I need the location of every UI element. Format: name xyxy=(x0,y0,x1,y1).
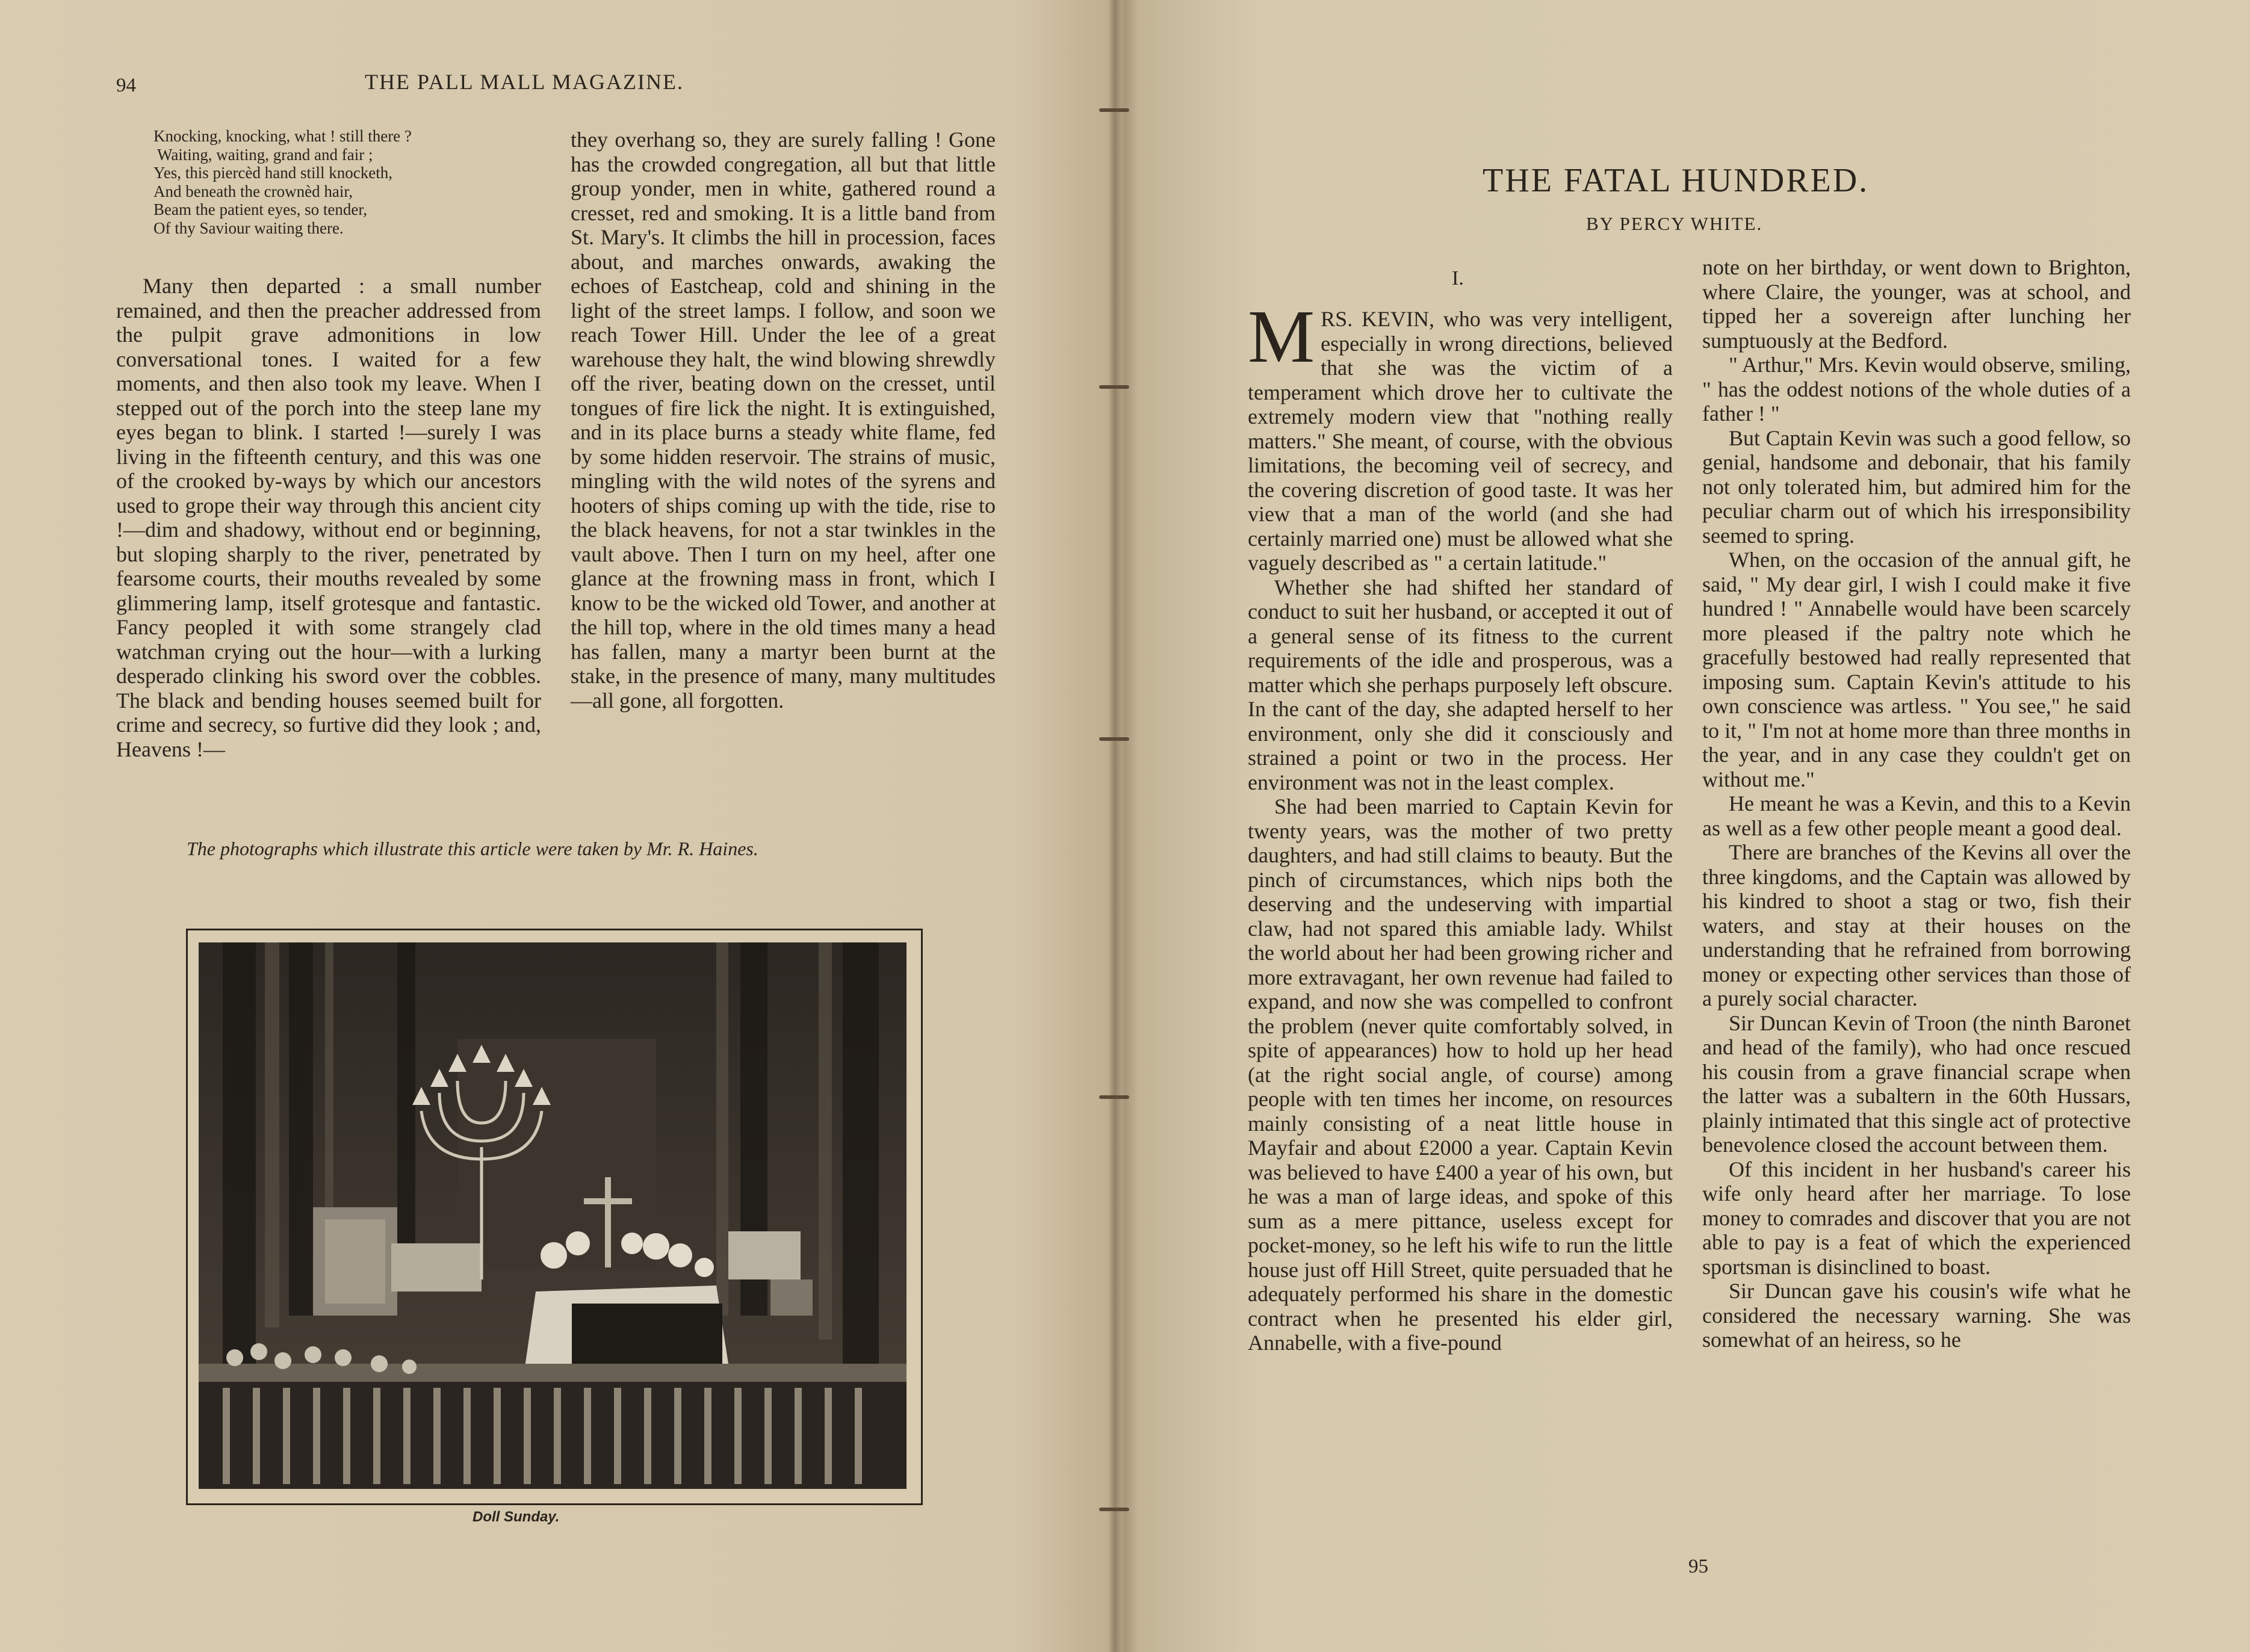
poem-line: Waiting, waiting, grand and fair ; xyxy=(157,145,373,164)
paragraph: Of this incident in her husband's career his wife only heard after her marriage. To lose money to comrades and discover that you are not able to pay is a feat of which the experienced sportsman is disinclined to boast. xyxy=(1702,1157,2131,1279)
binding-stitch xyxy=(1099,1508,1129,1511)
left-column-1 xyxy=(116,274,541,761)
page-number-right: 95 xyxy=(1688,1556,1708,1577)
poem-line: Of thy Saviour waiting there. xyxy=(153,218,344,237)
paragraph: But Captain Kevin was such a good fellow, so genial, handsome and debonair, that his family not only tolerated him, but admired him for the peculiar charm out of which his irresponsibility seemed to spring. xyxy=(1702,425,2131,548)
running-head: THE PALL MALL MAGAZINE. xyxy=(365,70,684,94)
binding-stitch xyxy=(1099,108,1129,112)
paragraph: He meant he was a Kevin, and this to a Kevin as well as a few other people meant a good deal. xyxy=(1702,791,2131,840)
church-interior-image xyxy=(199,942,907,1489)
article-title: THE FATAL HUNDRED. xyxy=(1483,162,1870,199)
right-column-2 xyxy=(1702,255,2131,1352)
book-gutter xyxy=(1109,0,1121,1652)
paragraph: they overhang so, they are surely falling ! Gone has the crowded congregation, all but that little group yonder, men in white, gathered round a cresset, red and smoking. It is a little band from St. Mary's. It climbs the hill in procession, faces about, and marches onwards, awaking the echoes of Eastcheap, cold and shining in the light of the street lamps. I follow, and soon we reach Tower Hill. Under the lee of a great warehouse they halt, the wind blowing shrewdly off the river, beating down on the cresset, until tongues of fire lick the night. It is extinguished, and in its place burns a steady white flame, fed by some hidden reservoir. The strains of music, mingling with the wild notes of the syrens and hooters of ships coming up with the tide, rise to the black heavens, for not a star twinkles in the vault above. Then I turn on my heel, after one glance at the frowning mass in front, which I know to be the wicked old Tower, and another at the hill top, where in the old times many a head has fallen, many a martyr been burnt at the stake, in the presence of many, many multitudes—all gone, all forgotten. xyxy=(571,128,996,713)
binding-stitch xyxy=(1099,1095,1129,1099)
poem-line: Yes, this piercèd hand still knocketh, xyxy=(153,164,392,182)
page-number-left: 94 xyxy=(116,75,136,96)
paragraph: There are branches of the Kevins all over the three kingdoms, and the Captain was allowed by his kindred to shoot a stag or two, fish their waters, and stay at their houses on the understanding that he refrained from borrowing money or expecting other services than those of a purely social character. xyxy=(1702,840,2131,1010)
opening-paragraph xyxy=(1248,295,1673,575)
poem-line: And beneath the crownèd hair, xyxy=(153,182,353,200)
paragraph: When, on the occasion of the annual gift, he said, " My dear girl, I wish I could make it five hundred ! " Annabelle would have been scarcely more pleased if the paltry note which he gracefully bestowed had really represented that imposing sum. Captain Kevin's attitude to his own conscience was artless. " You see," he said to it, " I'm not at home more than three months in the year, and in any case they couldn't get on without me." xyxy=(1702,548,2131,791)
drop-cap: M xyxy=(1248,295,1315,379)
paragraph: Many then departed : a small number remained, and then the preacher addressed from the pulpit grave admonitions in low conversational tones. I waited for a few moments, and then also took my leave. When I stepped out of the porch into the steep lane my eyes began to blink. I started !—surely I was living in the fifteenth century, and this was one of the crooked by-ways by which our ancestors used to grope their way through this ancient city !—dim and shadowy, without end or beginning, but sloping sharply to the river, penetrated by fearsome courts, their mouths revealed by some glimmering lamp, itself grotesque and fantastic. Fancy peopled it with some strangely clad watchman crying out the hour—with a lurking desperado clinking his sword over the cobbles. The black and bending houses seemed built for crime and secrecy, so furtive did they look ; and, Heavens !— xyxy=(116,274,541,761)
paragraph: note on her birthday, or went down to Brighton, where Claire, the younger, was at school, and tipped her a sovereign after lunching her sumptuously at the Bedford. xyxy=(1702,255,2131,353)
poem-line: Knocking, knocking, what ! still there ? xyxy=(153,127,412,145)
paragraph: She had been married to Captain Kevin for twenty years, was the mother of two pretty daughters, and had still claims to beauty. But the pinch of circumstances, which nips both the deserving and the undeserving with impartial claw, had not spared this amiable lady. Whilst the world about her had been growing richer and more extravagant, her own revenue had failed to expand, and now she was compelled to confront the problem (never quite comfortably solved, in spite of appearances) how to hold up her head (at the right social angle, of course) among people with ten times her income, on resources mainly consisting of a neat little house in Mayfair and about £2000 a year. Captain Kevin was believed to have £400 a year of his own, but he was a man of large ideas, and spoke of this sum as a mere pittance, useless except for pocket-money, so he left his wife to run the little house just off Hill Street, quite persuaded that he adequately performed his share in the domestic contract when he presented his elder girl, Annabelle, with a five-pound xyxy=(1248,794,1673,1355)
photo-frame xyxy=(186,929,923,1505)
right-column-1 xyxy=(1248,295,1673,1355)
paragraph: " Arthur," Mrs. Kevin would observe, smiling, " has the oddest notions of the whole duties of a father ! " xyxy=(1702,353,2131,425)
poem-line: Beam the patient eyes, so tender, xyxy=(153,200,368,218)
paragraph: Sir Duncan gave his cousin's wife what he considered the necessary warning. She was somewhat of an heiress, so he xyxy=(1702,1279,2131,1352)
article-byline: BY PERCY WHITE. xyxy=(1586,213,1763,234)
left-column-2 xyxy=(571,128,996,713)
binding-stitch xyxy=(1099,385,1129,389)
poem-stanza xyxy=(153,127,515,237)
paragraph: Sir Duncan Kevin of Troon (the ninth Baronet and head of the family), who had once rescued his cousin from a grave financial scrape when the latter was a subaltern in the 60th Hussars, plainly intimated that this single act of protective benevolence closed the account between them. xyxy=(1702,1010,2131,1157)
paragraph: Whether she had shifted her standard of conduct to suit her husband, or accepted it out of a general sense of its fitness to the current requirements of the idle and prosperous, was a matter which she perhaps purposely left obscure. In the cant of the day, she adapted herself to her environment, only she did it consciously and strained a point or two in the process. Her environment was not in the least complex. xyxy=(1248,575,1673,794)
opening-text: RS. KEVIN, who was very intelligent, especially in wrong directions, believed that she was the victim of a temperament which drove her to cultivate the extremely modern view that "nothing really matters." She meant, of course, with the obvious limitations, the becoming veil of secrecy, and the covering discretion of good taste. It was her view that a man of the world (and she had certainly married one) must be allowed what she vaguely described as " a certain latitude." xyxy=(1248,307,1673,575)
photo-caption: Doll Sunday. xyxy=(473,1509,560,1525)
section-number: I. xyxy=(1452,267,1464,289)
photo-credit: The photographs which illustrate this article were taken by Mr. R. Haines. xyxy=(187,838,758,859)
doll-sunday-photo xyxy=(199,942,907,1489)
binding-stitch xyxy=(1099,737,1129,741)
